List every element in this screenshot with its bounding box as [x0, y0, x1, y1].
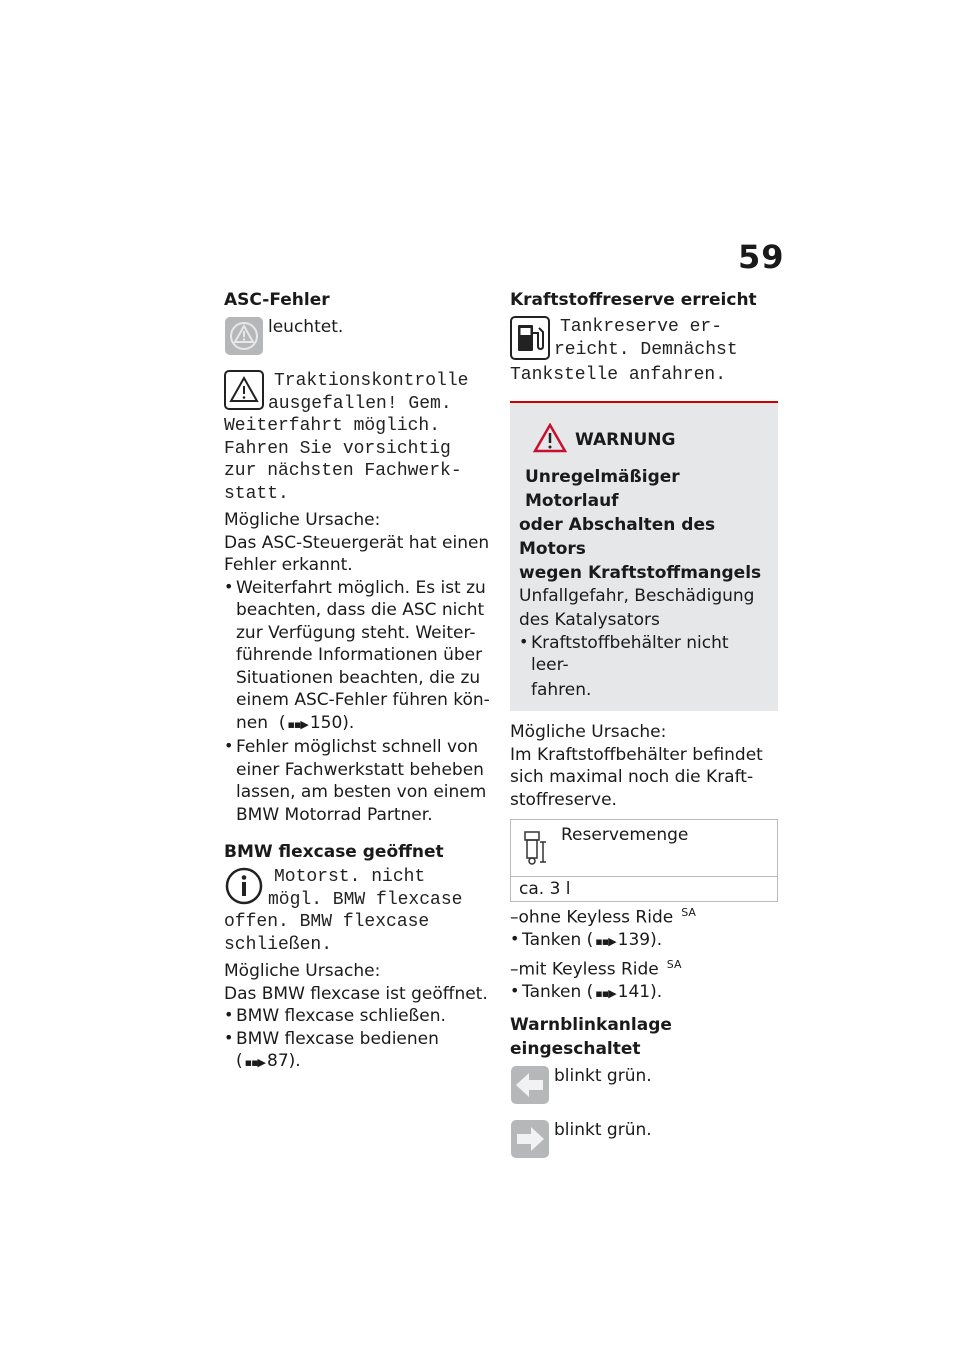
keyless-option: –ohne Keyless Ride — [510, 907, 674, 928]
bullet-line: führende Informationen über — [236, 645, 483, 665]
fuel-cause-text: stoffreserve. — [510, 789, 617, 810]
bullet-line: zur Verfügung steht. Weiter- — [236, 622, 476, 643]
bullet-line: • Weiterfahrt möglich. Es ist zu — [236, 577, 486, 598]
flexcase-display-line: schließen. — [224, 934, 333, 955]
bullet-line: einer Fachwerkstatt beheben — [236, 759, 484, 780]
warning-bullet — [519, 632, 769, 702]
fuel-heading: Kraftstoffreserve erreicht — [510, 290, 757, 310]
fuel-level-gauge-icon — [523, 830, 547, 870]
page-reference[interactable]: 141). — [617, 981, 663, 1002]
keyless-bullet — [510, 981, 778, 1006]
hazard-heading: Warnblinkanlage — [510, 1015, 672, 1036]
asc-cause-label: Mögliche Ursache: — [224, 510, 381, 530]
asc-warning-lamp-icon — [224, 316, 264, 360]
page-reference-arrow-icon: ▪▪▶ — [287, 717, 308, 731]
asc-heading: ASC-Fehler — [224, 290, 330, 310]
fuel-display-line: reicht. Demnächst — [554, 339, 738, 360]
asc-display-line: zur nächsten Fachwerk- — [224, 461, 462, 481]
page-reference-arrow-icon: ▪▪▶ — [595, 986, 616, 1000]
flexcase-display-line: mögl. BMW flexcase — [268, 889, 463, 910]
flexcase-bullet-1 — [224, 1005, 492, 1028]
asc-display-line: statt. — [224, 483, 289, 504]
warning-text: des Katalysators — [519, 610, 660, 630]
bullet-line: • Fehler möglichst schnell von — [236, 737, 479, 757]
page-reference[interactable]: 139). — [617, 930, 663, 951]
flexcase-display-line: offen. BMW flexcase — [224, 912, 430, 932]
bullet-line: • BMW flexcase bedienen — [236, 1028, 439, 1049]
bullet-line: • Kraftstoffbehälter nicht leer- — [531, 632, 729, 675]
asc-lamp-text: leuchtet. — [268, 317, 344, 337]
fuel-cause-text: Im Kraftstoffbehälter befindet — [510, 744, 763, 765]
flexcase-cause-text: Das BMW flexcase ist geöffnet. — [224, 983, 488, 1004]
left-column — [224, 288, 492, 1075]
warning-bold-line: wegen Kraftstoffmangels — [519, 562, 762, 583]
keyless-bullet — [510, 929, 778, 954]
reserve-table-value: ca. 3 l — [519, 879, 571, 899]
reserve-table-header — [511, 820, 777, 877]
warning-box — [510, 403, 778, 712]
page-number: 59 — [738, 238, 785, 276]
bullet-line: lassen, am besten von einem — [236, 782, 487, 802]
page-reference-arrow-icon: ▪▪▶ — [244, 1056, 266, 1069]
arrow-left-indicator-icon — [510, 1065, 550, 1109]
bullet-line: nen — [236, 712, 269, 733]
warning-title: WARNUNG — [575, 429, 676, 450]
asc-cause-text: Fehler erkannt. — [224, 555, 353, 575]
warning-text: Unfallgefahr, Beschädigung — [519, 585, 755, 606]
warning-bold-line: Unregelmäßiger Motorlauf — [525, 466, 680, 511]
warning-bold-line: oder Abschalten des Motors — [519, 514, 716, 559]
bullet-line: Situationen beachten, die zu — [236, 667, 481, 688]
keyless-option: –mit Keyless Ride — [510, 959, 659, 980]
page-reference-arrow-icon: ▪▪▶ — [595, 935, 616, 949]
bullet-line: einem ASC-Fehler führen kön- — [236, 690, 490, 710]
asc-bullet-1: • Weiterfahrt möglich. Es ist zu beachten, dass die ASC nicht zur Verfügung steht. Weiter- führende Informationen über Situationen beachten, die zu einem ASC-Fehler führen kön- nen ( ▪▪▶ 150). — [224, 577, 492, 737]
asc-cause-text: Das ASC-Steuergerät hat einen — [224, 532, 490, 553]
hazard-heading: eingeschaltet — [510, 1039, 641, 1060]
sa-badge: SA — [681, 906, 696, 919]
page-reference[interactable]: 150). — [309, 712, 355, 733]
hazard-right-text: blinkt grün. — [554, 1120, 652, 1141]
reserve-table-label: Reservemenge — [561, 825, 689, 845]
fuel-cause-label: Mögliche Ursache: — [510, 722, 667, 742]
arrow-right-indicator-icon — [510, 1119, 550, 1163]
warning-triangle-icon — [224, 370, 264, 414]
hazard-left-text: blinkt grün. — [554, 1066, 652, 1087]
info-icon — [224, 866, 264, 910]
fuel-display-line: Tankstelle anfahren. — [510, 365, 727, 385]
fuel-pump-icon — [510, 316, 550, 364]
bullet-line: • BMW flexcase schließen. — [236, 1006, 446, 1026]
fuel-display-line: Tankreserve er- — [560, 317, 723, 337]
bullet-line: BMW Motorrad Partner. — [236, 804, 433, 825]
right-column — [510, 288, 778, 1163]
warning-triangle-icon — [533, 423, 567, 457]
asc-display-line: Weiterfahrt möglich. — [224, 416, 441, 436]
bullet-line: Tanken ( — [522, 981, 594, 1002]
fuel-cause-text: sich maximal noch die Kraft- — [510, 767, 754, 787]
bullet-line: fahren. — [531, 679, 592, 700]
bullet-line: Tanken ( — [522, 930, 594, 951]
asc-bullet-2 — [224, 736, 492, 826]
flexcase-cause-label: Mögliche Ursache: — [224, 961, 381, 981]
asc-display-line: ausgefallen! Gem. — [268, 393, 452, 414]
flexcase-heading: BMW flexcase geöffnet — [224, 842, 444, 862]
page-reference[interactable]: 87). — [267, 1051, 301, 1071]
reserve-table — [510, 819, 778, 902]
sa-badge: SA — [666, 957, 682, 971]
flexcase-display-line: Motorst. nicht — [274, 867, 426, 887]
asc-display-line: Traktionskontrolle — [274, 371, 469, 391]
flexcase-bullet-2: • BMW flexcase bedienen ( ▪▪▶ 87). — [224, 1028, 492, 1075]
asc-display-line: Fahren Sie vorsichtig — [224, 438, 451, 459]
bullet-line: beachten, dass die ASC nicht — [236, 600, 485, 620]
